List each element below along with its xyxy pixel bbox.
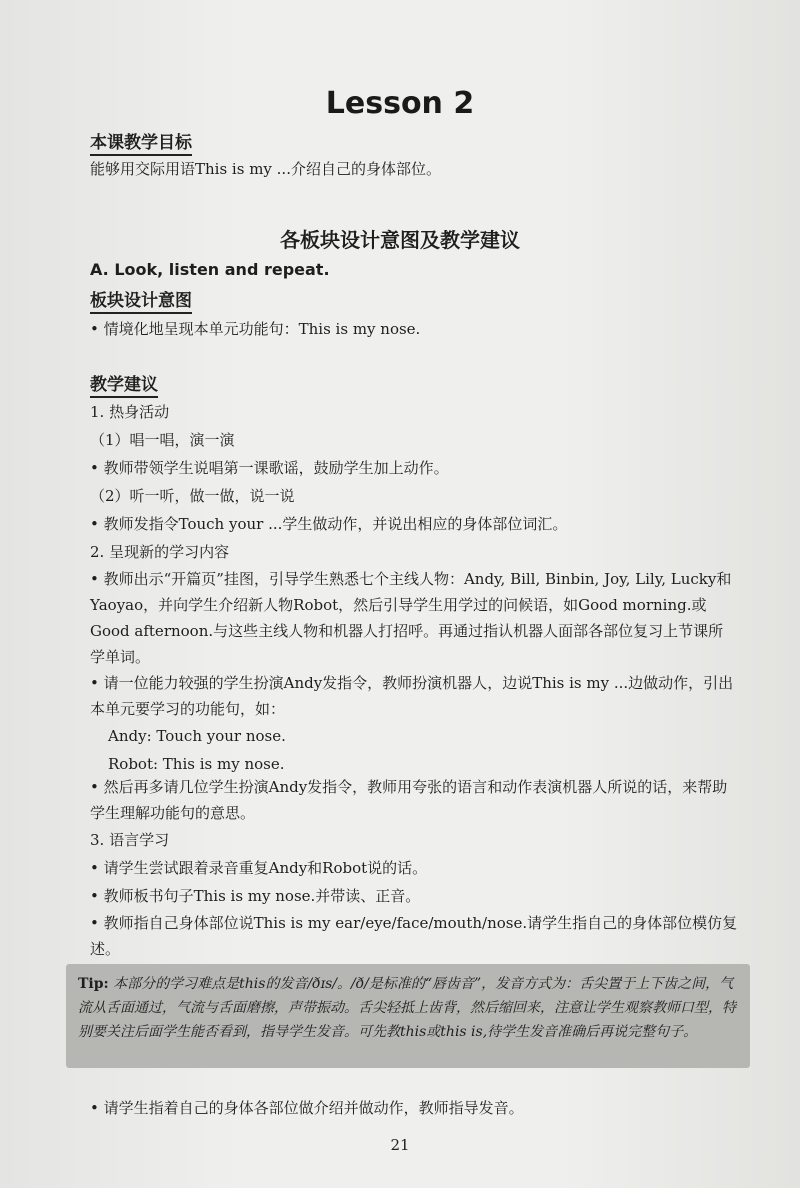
dialogue-example <box>108 722 286 778</box>
suggestions-list <box>90 398 738 566</box>
paragraph: • 教师出示“开篇页”挂图，引导学生熟悉七个主线人物：Andy, Bill, Binbin, Joy, Lily, Lucky和Yaoyao，并向学生介绍新人物Robot，然后引导学生用学过的问候语，如Good morning.或Good afternoon.与这些主线人物和机器人打招呼。再通过指认机器人面部各部位复习上节课所学单词。 <box>90 570 732 666</box>
list-item: • 教师板书句子This is my nose.并带读、正音。 <box>90 887 421 905</box>
goals-heading: 本课教学目标 <box>90 128 192 156</box>
list-item: • 请学生尝试跟着录音重复Andy和Robot说的话。 <box>90 859 428 877</box>
paragraph: • 请一位能力较强的学生扮演Andy发指令，教师扮演机器人，边说This is my ...边做动作，引出本单元要学习的功能句，如： <box>90 674 734 718</box>
list-item: （1）唱一唱，演一演 <box>90 431 235 449</box>
list-item: 3. 语言学习 <box>90 831 170 849</box>
list-item: • 教师发指令Touch your ...学生做动作，并说出相应的身体部位词汇。 <box>90 515 568 533</box>
example-line: Robot: This is my nose. <box>108 755 285 773</box>
paragraph: • 教师指自己身体部位说This is my ear/eye/face/mouth/nose.请学生指自己的身体部位模仿复述。 <box>90 914 738 958</box>
intent-section <box>90 286 192 314</box>
paragraph: • 然后再多请几位学生扮演Andy发指令，教师用夸张的语言和动作表演机器人所说的话，来帮助学生理解功能句的意思。 <box>90 778 728 822</box>
part-a-title: A. Look, listen and repeat. <box>90 260 330 279</box>
last-bullet: • 请学生指着自己的身体各部位做介绍并做动作，教师指导发音。 <box>90 1099 524 1117</box>
suggestions-list-2 <box>90 826 738 910</box>
tip-label: Tip: <box>78 976 109 992</box>
lesson-title: Lesson 2 <box>325 86 475 121</box>
example-line: Andy: Touch your nose. <box>108 727 286 745</box>
page-number: 21 <box>390 1136 410 1154</box>
list-item: • 教师带领学生说唱第一课歌谣，鼓励学生加上动作。 <box>90 459 449 477</box>
list-item: 1. 热身活动 <box>90 403 170 421</box>
intent-heading: 板块设计意图 <box>90 286 192 314</box>
suggestions-section <box>90 370 158 398</box>
intent-bullet: • 情境化地呈现本单元功能句：This is my nose. <box>90 318 730 340</box>
tip-box <box>66 964 750 1068</box>
section-heading: 各板块设计意图及教学建议 <box>280 228 520 252</box>
list-item: （2）听一听，做一做，说一说 <box>90 487 295 505</box>
tip-text: 本部分的学习难点是this的发音/ðɪs/。/ð/是标准的“唇齿音”，发音方式为：舌尖置于上下齿之间，气流从舌面通过，气流与舌面磨擦，声带振动。舌尖轻抵上齿背，然后缩回来，注意让学生观察教师口型，特别要关注后面学生能否看到，指导学生发音。可先教this或this is,待学生发音准确后再说完整句子。 <box>78 976 736 1040</box>
list-item: 2. 呈现新的学习内容 <box>90 543 230 561</box>
goals-text: 能够用交际用语This is my ...介绍自己的身体部位。 <box>90 160 441 178</box>
goals-section <box>90 128 192 156</box>
suggestions-heading: 教学建议 <box>90 370 158 398</box>
